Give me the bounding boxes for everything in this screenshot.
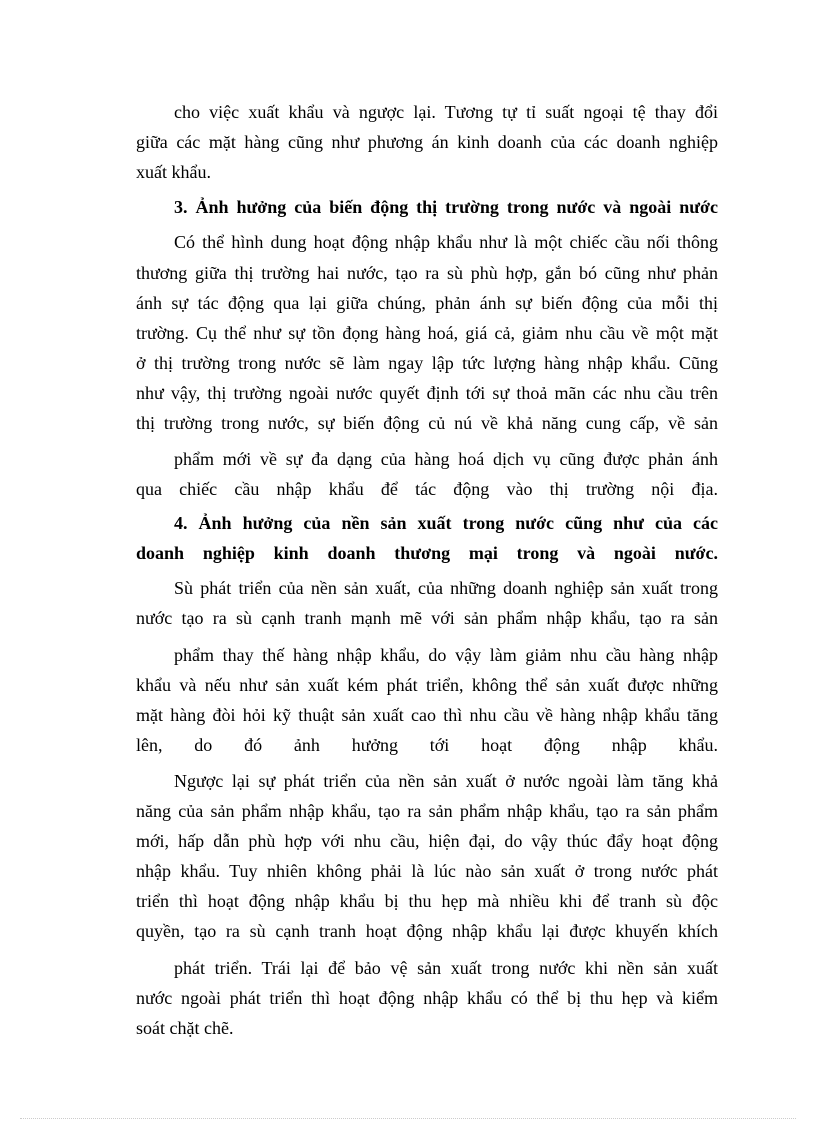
text-line: phát triển. Trái lại để bảo vệ sản xuất trong nước khi nền sản xuất [174,958,718,978]
text-line: quyền, tạo ra sù cạnh tranh hoạt động nhập khẩu lại được khuyến khích [136,921,718,941]
text-line: xuất khẩu. [136,162,211,182]
text-line: triển thì hoạt động nhập khẩu bị thu hẹp mà nhiều khi để tranh sù độc [136,891,718,911]
text-line: phẩm mới về sự đa dạng của hàng hoá dịch vụ cũng được phản ánh [174,449,718,469]
text-line: soát chặt chẽ. [136,1018,234,1038]
text-line: mặt hàng đòi hỏi kỹ thuật sản xuất cao thì nhu cầu về hàng nhập khẩu tăng [136,705,718,725]
section-heading-4-cont: doanh nghiệp kinh doanh thương mại trong và ngoài nước. [136,543,718,563]
section-heading-3: 3. Ảnh hưởng của biến động thị trường trong nước và ngoài nước [174,197,718,217]
text-line: nước tạo ra sù cạnh tranh mạnh mẽ với sản phẩm nhập khẩu, tạo ra sản [136,608,718,628]
text-line: ở thị trường trong nước sẽ làm ngay lập tức lượng hàng nhập khẩu. Cũng [136,353,718,373]
page-bottom-rule [20,1118,796,1119]
text-line: khẩu và nếu như sản xuất kém phát triển, không thể sản xuất được những [136,675,718,695]
text-line: Có thể hình dung hoạt động nhập khẩu như là một chiếc cầu nối thông [174,232,718,252]
text-line: mới, hấp dẫn phù hợp với nhu cầu, hiện đại, do vậy thúc đẩy hoạt động [136,831,718,851]
text-line: nhập khẩu. Tuy nhiên không phải là lúc nào sản xuất ở trong nước phát [136,861,718,881]
section-heading-4: 4. Ảnh hưởng của nền sản xuất trong nước cũng như của các [174,513,718,533]
text-line: Sù phát triển của nền sản xuất, của những doanh nghiệp sản xuất trong [174,578,718,598]
text-line: Ngược lại sự phát triển của nền sản xuất ở nước ngoài làm tăng khả [174,771,718,791]
text-line: lên, do đó ảnh hưởng tới hoạt động nhập khẩu. [136,735,718,755]
text-line: qua chiếc cầu nhập khẩu để tác động vào thị trường nội địa. [136,479,718,499]
text-line: thị trường trong nước, sự biến động củ nú về khả năng cung cấp, về sản [136,413,718,433]
text-line: năng của sản phẩm nhập khẩu, tạo ra sản phẩm nhập khẩu, tạo ra sản phẩm [136,801,718,821]
text-line: ánh sự tác động qua lại giữa chúng, phản ánh sự biến động của mỗi thị [136,293,718,313]
text-line: giữa các mặt hàng cũng như phương án kinh doanh của các doanh nghiệp [136,132,718,152]
text-line: phẩm thay thế hàng nhập khẩu, do vậy làm giảm nhu cầu hàng nhập [174,645,718,665]
text-line: thương giữa thị trường hai nước, tạo ra sù phù hợp, gắn bó cũng như phản [136,263,718,283]
text-line: trường. Cụ thể như sự tồn đọng hàng hoá, giá cả, giảm nhu cầu về một mặt [136,323,718,343]
text-line: như vậy, thị trường ngoài nước quyết định tới sự thoả mãn các nhu cầu trên [136,383,718,403]
text-line: cho việc xuất khẩu và ngược lại. Tương tự tỉ suất ngoại tệ thay đổi [174,102,718,122]
text-line: nước ngoài phát triển thì hoạt động nhập khẩu có thể bị thu hẹp và kiểm [136,988,718,1008]
